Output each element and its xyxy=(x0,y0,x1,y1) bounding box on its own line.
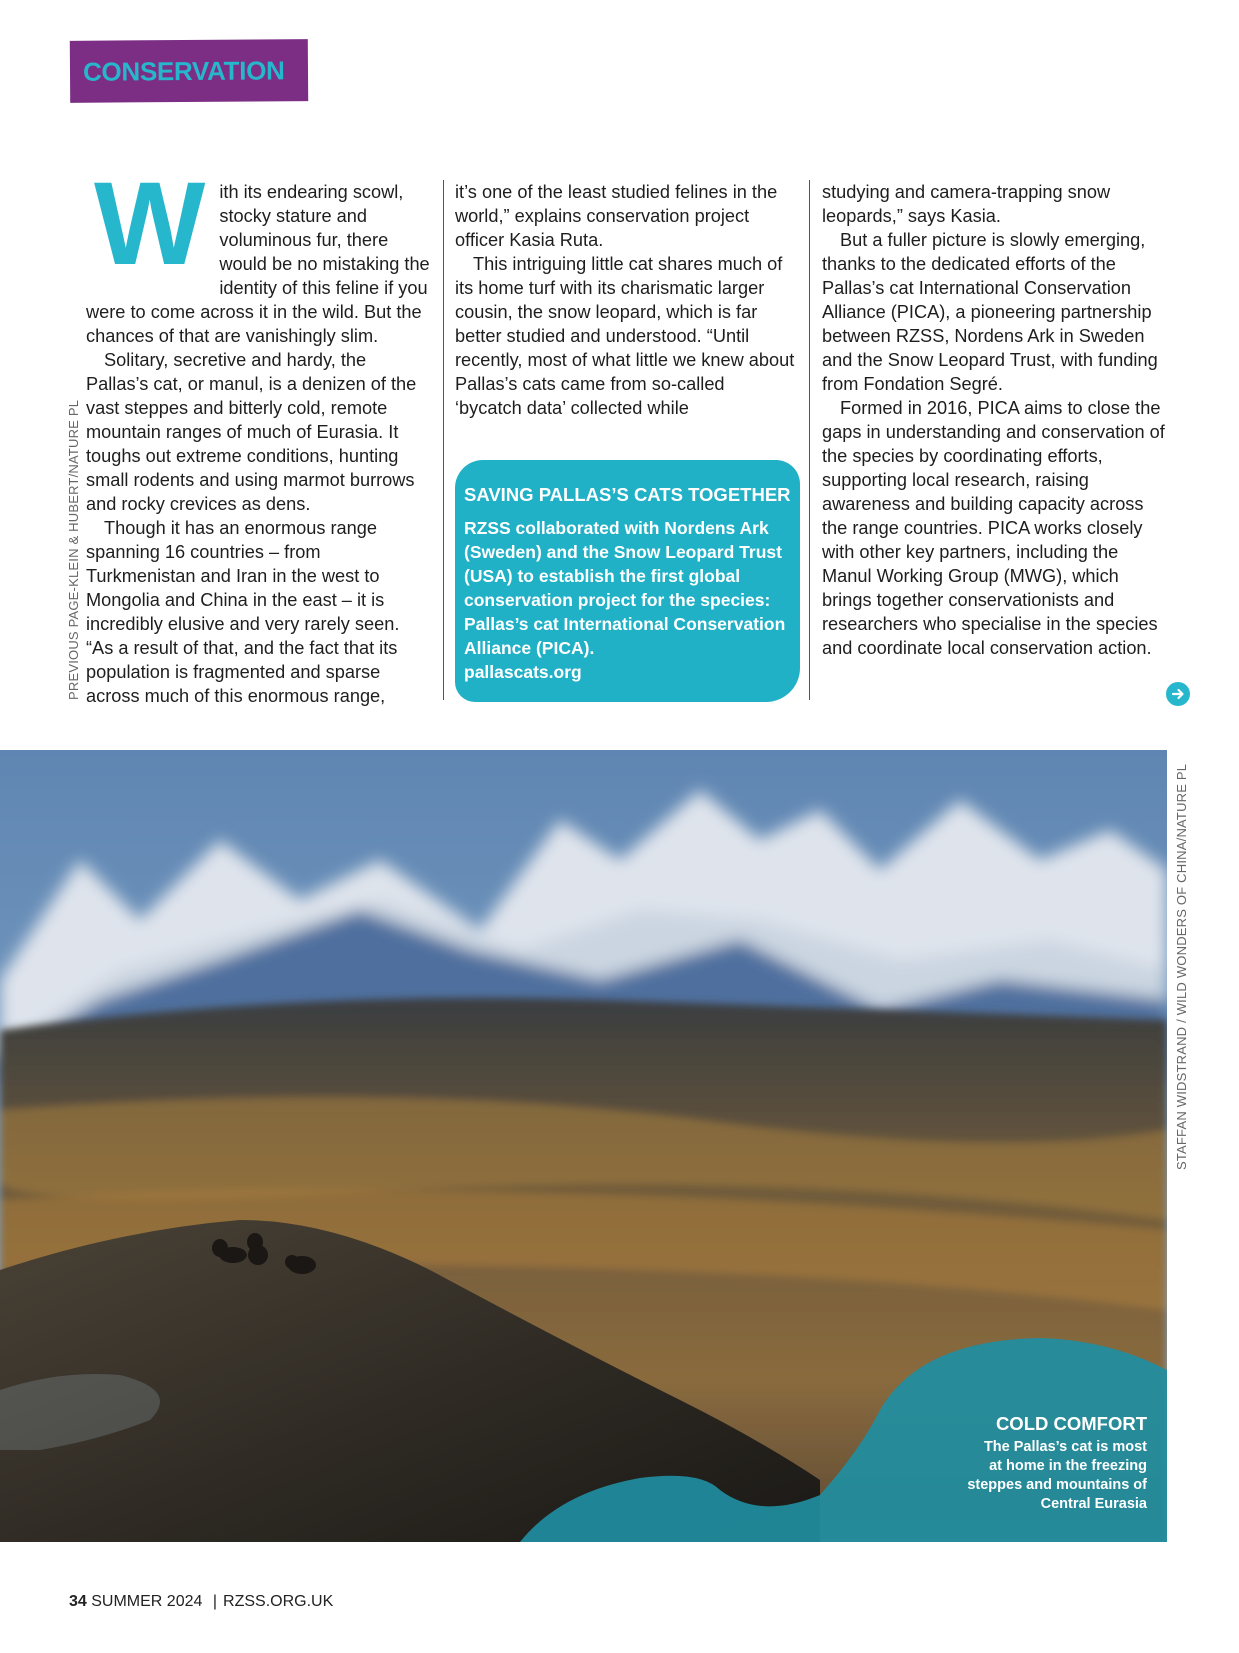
caption-line: Central Eurasia xyxy=(1040,1496,1147,1512)
paragraph: studying and camera-trapping snow leopards,” says Kasia. xyxy=(822,182,1111,226)
photo-credit-left: PREVIOUS PAGE-KLEIN & HUBERT/NATURE PL xyxy=(66,399,81,700)
landscape-photo xyxy=(0,750,1167,1542)
column-divider xyxy=(443,180,444,700)
caption-line: at home in the freezing xyxy=(989,1458,1147,1474)
article-column-2 xyxy=(455,180,795,420)
caption-line: steppes and mountains of xyxy=(967,1477,1147,1493)
column-divider xyxy=(809,180,810,700)
paragraph: Though it has an enormous range spanning 16 countries – from Turkmenistan and Iran in the west to Mongolia and China in the east – it is incredibly elusive and very rarely seen. “As a result of that, and the fact that its population is fragmented and sparse across much of this enormous range, xyxy=(86,518,400,706)
site-link[interactable]: RZSS.ORG.UK xyxy=(223,1593,334,1610)
caption-title: COLD COMFORT xyxy=(995,1413,1147,1434)
photo-caption xyxy=(967,1413,1147,1514)
article-column-1 xyxy=(86,158,431,708)
paragraph xyxy=(86,158,431,348)
paragraph: it’s one of the least studied felines in the world,” explains conservation project officer Kasia Ruta. xyxy=(455,182,778,250)
photo-credit-right: STAFFAN WIDSTRAND / WILD WONDERS OF CHINA/NATURE PL xyxy=(1174,763,1189,1170)
issue-label: SUMMER 2024 xyxy=(91,1593,203,1610)
section-tag-label: CONSERVATION xyxy=(82,54,285,87)
section-tag xyxy=(70,39,308,103)
caption-body xyxy=(967,1438,1147,1514)
page-footer xyxy=(69,1593,333,1611)
boxout-body xyxy=(464,516,794,684)
paragraph-text: ith its endearing scowl, stocky stature and voluminous fur, there would be no mistaking the identity of this feline if you were to come across it in the wild. But the chances of that are vanishingly slim. xyxy=(86,182,430,346)
drop-cap: W xyxy=(94,158,206,290)
caption-line: The Pallas’s cat is most xyxy=(983,1439,1147,1455)
paragraph: Formed in 2016, PICA aims to close the gaps in understanding and conservation of the species by coordinating efforts, supporting local research, raising awareness and building capacity across the range countries. PICA works closely with other key partners, including the Manul Working Group (MWG), which brings together conservationists and researchers who specialise in the species and coordinate local conservation action. xyxy=(822,398,1165,658)
info-boxout xyxy=(455,460,800,702)
paragraph: But a fuller picture is slowly emerging, thanks to the dedicated efforts of the Pallas’s cat International Conservation Alliance (PICA), a pioneering partnership between RZSS, Nordens Ark in Sweden and the Snow Leopard Trust, with funding from Fondation Segré. xyxy=(822,230,1158,394)
boxout-title: SAVING PALLAS’S CATS TOGETHER xyxy=(464,484,791,505)
paragraph: This intriguing little cat shares much of its home turf with its charismatic larger cousin, the snow leopard, which is far better studied and understood. “Until recently, most of what little we knew about Pallas’s cats came from so-called ‘bycatch data’ collected while xyxy=(455,254,795,418)
next-arrow-icon xyxy=(1166,682,1190,706)
boxout-link[interactable]: pallascats.org xyxy=(464,662,582,682)
article-column-3 xyxy=(822,180,1172,660)
footer-separator: | xyxy=(212,1593,218,1610)
boxout-text: RZSS collaborated with Nordens Ark (Sweden) and the Snow Leopard Trust (USA) to establish the first global conservation project for the species: Pallas’s cat International Conservation Alliance (PICA). xyxy=(464,518,786,658)
page-number: 34 xyxy=(69,1593,87,1610)
paragraph: Solitary, secretive and hardy, the Pallas’s cat, or manul, is a denizen of the vast steppes and bitterly cold, remote mountain ranges of much of Eurasia. It toughs out extreme conditions, hunting small rodents and using marmot burrows and rocky crevices as dens. xyxy=(86,350,417,514)
